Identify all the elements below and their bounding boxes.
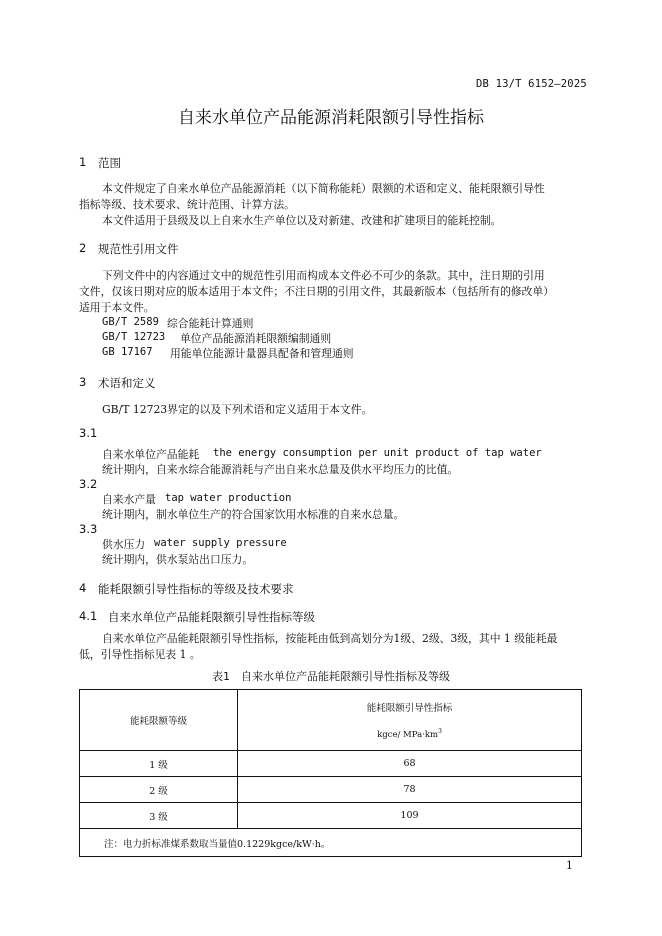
table-header-indicator — [238, 690, 582, 751]
table-note-row — [80, 829, 582, 857]
table-cell-level: 2 级 — [80, 777, 238, 803]
table-cell-level: 3 级 — [80, 803, 238, 829]
section-2-para-line: 文件，仅该日期对应的版本适用于本文件；不注日期的引用文件，其最新版本（包括所有的修改单） — [79, 285, 555, 298]
reference-name: 单位产品能源消耗限额编制通则 — [180, 332, 332, 345]
term-definition: 统计期内，供水泵站出口压力。 — [102, 553, 254, 566]
subsection-4-1-para-line: 自来水单位产品能耗限额引导性指标，按能耗由低到高划分为1级、2级、3级，其中 1 级能耗最 — [102, 632, 558, 645]
section-2-title: 规范性引用文件 — [98, 242, 179, 256]
section-3-intro: GB/T 12723界定的以及下列术语和定义适用于本文件。 — [102, 403, 373, 416]
standard-code: DB 13/T 6152—2025 — [476, 78, 587, 90]
term-number: 3.1 — [79, 426, 98, 440]
page-number: 1 — [566, 859, 573, 872]
table-header-unit — [238, 728, 581, 740]
term-number: 3.3 — [79, 522, 98, 536]
subsection-4-1-number: 4.1 — [79, 609, 98, 623]
section-4-title: 能耗限额引导性指标的等级及技术要求 — [98, 582, 294, 596]
table-row — [80, 803, 582, 829]
term-number: 3.2 — [79, 477, 98, 491]
term-name-en: the energy consumption per unit product of tap water — [213, 447, 542, 459]
subsection-4-1-para-line: 低，引导性指标见表 1 。 — [79, 648, 201, 661]
table-row — [80, 777, 582, 803]
section-3-title: 术语和定义 — [98, 376, 156, 390]
table-row — [80, 751, 582, 777]
reference-code: GB 17167 — [102, 346, 153, 358]
term-name-zh: 自来水单位产品能耗 — [102, 448, 200, 461]
term-name-zh: 自来水产量 — [102, 493, 156, 506]
section-1-title: 范围 — [98, 156, 121, 170]
section-1-para-line: 本文件规定了自来水单位产品能源消耗（以下简称能耗）限额的术语和定义、能耗限额引导性 — [102, 182, 545, 195]
reference-name: 综合能耗计算通则 — [167, 317, 254, 330]
table-cell-level: 1 级 — [80, 751, 238, 777]
table-header-unit-text: kgce/ MPa·km — [377, 729, 439, 740]
table-cell-value: 109 — [238, 803, 582, 829]
reference-name: 用能单位能源计量器具配备和管理通则 — [170, 347, 354, 360]
section-2-para-line: 下列文件中的内容通过文中的规范性引用而构成本文件必不可少的条款。其中，注日期的引用 — [102, 269, 545, 282]
term-definition: 统计期内，自来水综合能源消耗与产出自来水总量及供水平均压力的比值。 — [102, 463, 459, 476]
reference-code: GB/T 12723 — [102, 331, 166, 343]
table-note-text: 电力折标准煤系数取当量值0.1229kgce/kW·h。 — [123, 838, 331, 850]
section-3-number: 3 — [79, 375, 87, 389]
term-name-en: water supply pressure — [154, 537, 287, 549]
document-title: 自来水单位产品能源消耗限额引导性指标 — [178, 108, 484, 128]
reference-code: GB/T 2589 — [102, 316, 159, 328]
section-2-number: 2 — [79, 241, 87, 255]
section-4-number: 4 — [79, 581, 87, 595]
table-caption: 表1 自来水单位产品能耗限额引导性指标及等级 — [212, 670, 450, 683]
table-cell-value: 68 — [238, 751, 582, 777]
term-definition: 统计期内，制水单位生产的符合国家饮用水标准的自来水总量。 — [102, 508, 405, 521]
section-1-para-line: 指标等级、技术要求、统计范围、计算方法。 — [79, 198, 295, 211]
subsection-4-1-title: 自来水单位产品能耗限额引导性指标等级 — [108, 610, 315, 624]
table-cell-value: 78 — [238, 777, 582, 803]
table-note-label: 注： — [104, 838, 124, 850]
table-header-unit-sup: 3 — [438, 728, 442, 736]
table-header-row — [80, 690, 582, 751]
table-note — [80, 829, 582, 857]
term-name-en: tap water production — [165, 492, 292, 504]
table-header-level: 能耗限额等级 — [80, 690, 238, 751]
term-name-zh: 供水压力 — [102, 538, 146, 551]
table-header-indicator-label: 能耗限额引导性指标 — [366, 703, 453, 715]
energy-limit-table — [79, 689, 582, 857]
section-1-number: 1 — [79, 155, 87, 169]
section-2-para-line: 适用于本文件。 — [79, 301, 155, 314]
section-1-para-line: 本文件适用于县级及以上自来水生产单位以及对新建、改建和扩建项目的能耗控制。 — [102, 214, 502, 227]
